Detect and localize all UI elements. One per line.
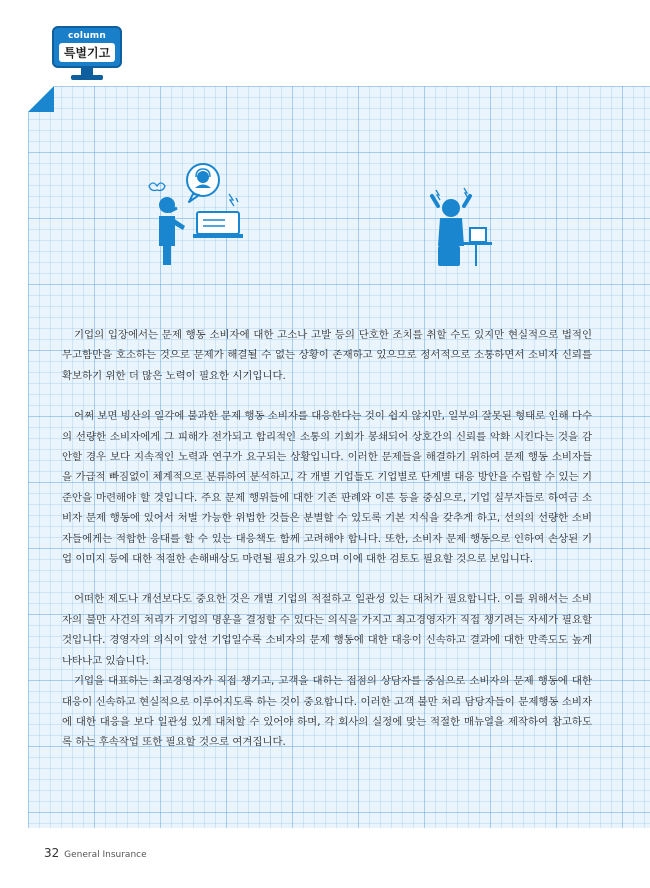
corner-fold-icon [28, 86, 54, 112]
monitor-badge-screen [52, 26, 122, 68]
article-body [62, 325, 592, 753]
column-badge [52, 26, 122, 84]
badge-column-label: column [68, 31, 106, 41]
anger-cloud-icon [149, 183, 165, 191]
badge-title-box [59, 43, 115, 62]
headset-agent-icon [197, 171, 209, 183]
section-title: 특별기고 [63, 46, 111, 60]
frustrated-user-illustration [418, 186, 498, 270]
laptop-icon [470, 228, 486, 242]
person-body [438, 218, 464, 246]
publication-name: General Insurance [64, 850, 147, 860]
page-number: 32 [44, 846, 60, 860]
monitor-foot [71, 75, 103, 80]
paragraph: 어떠한 제도나 개선보다도 중요한 것은 개별 기업의 적절하고 일관성 있는 대처가 필요합니다. 이를 위해서는 소비자의 불만 사건의 처리가 기업의 명운을 결정할 수 있다는 의식을 가지고 최고경영자가 직접 챙기려는 자세가 필요할 것입니다. 경영자의 의식이 앞선 기업일수록 소비자의 문제 행동에 대한 대응이 신속하고 결과에 대한 만족도도 높게 나타나고 있습니다. [62, 593, 592, 667]
desk-register-icon [197, 212, 239, 234]
paragraph: 기업의 입장에서는 문제 행동 소비자에 대한 고소나 고발 등의 단호한 조치를 취할 수도 있지만 현실적으로 법적인 무고함만을 호소하는 것으로 문제가 해결될 수 없는 상황이 존재하고 있으므로 정서적으로 소통하면서 소비자 신뢰를 확보하기 위한 더 많은 노력이 필요한 시기입니다. [62, 329, 592, 382]
page-footer [44, 846, 147, 860]
customer-service-illustration [145, 160, 245, 270]
stress-spark-icon [436, 190, 440, 200]
paragraph: 어쩌 보면 빙산의 일각에 불과한 문제 행동 소비자를 대응한다는 것이 쉽지 않지만, 일부의 잘못된 형태로 인해 다수의 선량한 소비자에게 그 피해가 전가되고 합리적인 소통의 기회가 봉쇄되어 상호간의 신뢰를 악화 시킨다는 것을 감안할 경우 보다 지속적인 노력과 연구가 요구되는 상황입니다. 이러한 문제들을 해결하기 위하여 문제 행동 소비자들을 가급적 빠짐없이 체계적으로 분류하여 분석하고, 각 개별 기업들도 기업별로 단계별 대응 방안을 수립할 수 있는 기준안을 마련해야 할 것입니다. 주요 문제 행위들에 대한 기존 판례와 이론 등을 중심으로, 기업 실무자들로 하여금 소비자 문제 행동에 있어서 처벌 가능한 위법한 것들은 분별할 수 있도록 기본 지식을 갖추게 하고, 선의의 선량한 소비자들에게는 적합한 응대를 할 수 있는 대응책도 함께 고려해야 합니다. 또한, 소비자 문제 행동으로 인하여 손상된 기업 이미지 등에 대한 적절한 손해배상도 마련될 필요가 있으며 이에 대한 검토도 필요할 것으로 보입니다. [62, 410, 592, 566]
person-head [442, 199, 460, 217]
paragraph: 기업을 대표하는 최고경영자가 직접 챙기고, 고객을 대하는 접점의 상담자를 중심으로 소비자의 문제 행동에 대한 대응이 신속하고 현실적으로 이루어지도록 하는 것이 중요합니다. 이러한 고객 불만 처리 담당자들이 문제행동 소비자에 대한 대응을 보다 일관성 있게 대처할 수 있어야 하며, 각 회사의 실정에 맞는 적절한 매뉴얼을 제작하여 참고하도록 하는 후속작업 또한 필요할 것으로 여겨집니다. [62, 675, 592, 749]
